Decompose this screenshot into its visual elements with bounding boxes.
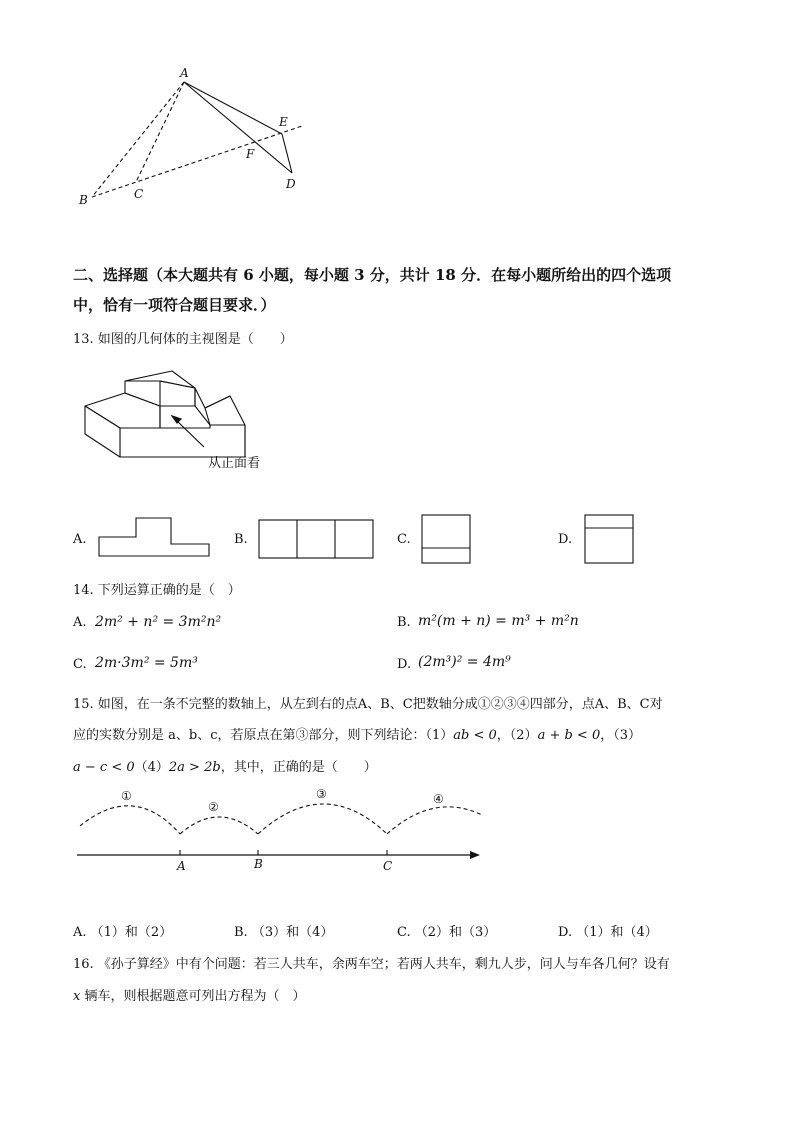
q15-stem-line3	[73, 756, 377, 775]
q15-option-a[interactable]: A. （1）和（2）	[73, 925, 173, 940]
region-label-2: ②	[208, 800, 219, 814]
arc-region-1	[80, 806, 180, 834]
q15-stem-line2	[73, 724, 641, 743]
q15-option-c[interactable]: C. （2）和（3）	[397, 925, 497, 940]
section-heading-line2: 中，恰有一项符合题目要求．）	[73, 296, 276, 314]
region-label-3: ③	[316, 787, 327, 801]
q14-option-b-label[interactable]: B.	[397, 615, 411, 630]
q14-option-d-expr[interactable]: (2m³)² = 4m⁹	[418, 654, 511, 670]
q15-line3-text-b: （4）	[134, 760, 169, 775]
label-F: F	[246, 147, 255, 161]
segment-ED	[282, 134, 292, 173]
q13-stem: 13. 如图的几何体的主视图是（ ）	[73, 332, 293, 347]
q13-arrow-label: 从正面看	[208, 456, 261, 471]
label-A: A	[180, 66, 189, 80]
q14-stem: 14. 下列运算正确的是（ ）	[73, 583, 241, 598]
number-line-arrowhead	[470, 851, 480, 859]
view-arrow-head	[172, 416, 181, 423]
q14-option-a-expr[interactable]: 2m² + n² = 3m²n²	[95, 614, 222, 630]
line-BE-dashed	[92, 126, 302, 197]
arc-region-4	[387, 807, 482, 834]
q15-option-d[interactable]: D. （1）和（4）	[558, 925, 658, 940]
q15-line3-text-d: ，其中，正确的是（ ）	[220, 760, 377, 775]
label-C: C	[134, 187, 144, 201]
region-label-1: ①	[121, 789, 132, 803]
q16-line2-text: 辆车，则根据题意可列出方程为（ ）	[80, 989, 306, 1004]
label-D: D	[286, 177, 296, 191]
point-label-A: A	[177, 859, 186, 873]
q15-conclusion-3: a − c < 0	[73, 760, 135, 775]
q16-stem-line2	[73, 985, 305, 1004]
q16-stem-line1: 16. 《孙子算经》中有个问题：若三人共车，余两车空；若两人共车，剩九人步，问人与车各几何？设有	[73, 957, 670, 972]
solid-raised-block	[125, 371, 195, 406]
point-label-B: B	[254, 857, 263, 871]
q13-option-c-figure[interactable]	[421, 514, 473, 566]
q14-option-c-label[interactable]: C.	[73, 657, 87, 672]
solid-left-face	[85, 406, 120, 457]
q13-option-d-figure[interactable]	[584, 514, 636, 566]
figure-q13-solid	[80, 368, 300, 478]
q15-line2-text-e: ，（3）	[600, 728, 642, 743]
q14-option-c-expr[interactable]: 2m·3m² = 5m³	[95, 655, 198, 671]
q15-line2-text-c: ，（2）	[496, 728, 538, 743]
q15-line2-text-a: 应的实数分别是 a、b、c，若原点在第③部分，则下列结论：（1）	[73, 728, 454, 743]
q13-option-a-label[interactable]: A.	[73, 532, 87, 547]
figure-q15-number-line	[74, 782, 488, 882]
q16-variable-x: x	[73, 989, 81, 1004]
segment-AD	[184, 82, 292, 173]
segment-AC-dashed	[136, 82, 184, 182]
arc-region-2	[180, 817, 258, 834]
segment-AB-dashed	[92, 82, 184, 197]
q15-conclusion-2: a + b < 0	[537, 728, 601, 743]
q13-option-c-label[interactable]: C.	[397, 532, 411, 547]
q15-stem-line1: 15. 如图，在一条不完整的数轴上，从左到右的点A、B、C把数轴分成①②③④四部分，点A、B、C对	[73, 697, 663, 712]
label-B: B	[79, 193, 88, 207]
figure-q12-triangles	[70, 62, 310, 212]
segment-AE	[184, 82, 282, 134]
point-label-C: C	[383, 859, 393, 873]
q13-option-b-figure[interactable]	[258, 519, 376, 561]
q14-option-b-expr[interactable]: m²(m + n) = m³ + m²n	[418, 613, 579, 629]
q14-option-d-label[interactable]: D.	[397, 657, 412, 672]
q13-option-a-figure[interactable]	[98, 517, 212, 559]
q15-option-b[interactable]: B. （3）和（4）	[234, 925, 334, 940]
q14-option-a-label[interactable]: A.	[73, 615, 87, 630]
q15-conclusion-4: 2a > 2b	[168, 760, 221, 775]
q15-conclusion-1: ab < 0	[453, 728, 497, 743]
label-E: E	[279, 115, 288, 129]
q13-option-b-label[interactable]: B.	[234, 532, 248, 547]
q13-option-d-label[interactable]: D.	[558, 532, 573, 547]
arc-region-3	[258, 804, 387, 834]
section-heading-line1: 二、选择题（本大题共有 6 小题，每小题 3 分，共计 18 分．在每小题所给出的四个选项	[73, 266, 672, 284]
region-label-4: ④	[433, 792, 444, 806]
